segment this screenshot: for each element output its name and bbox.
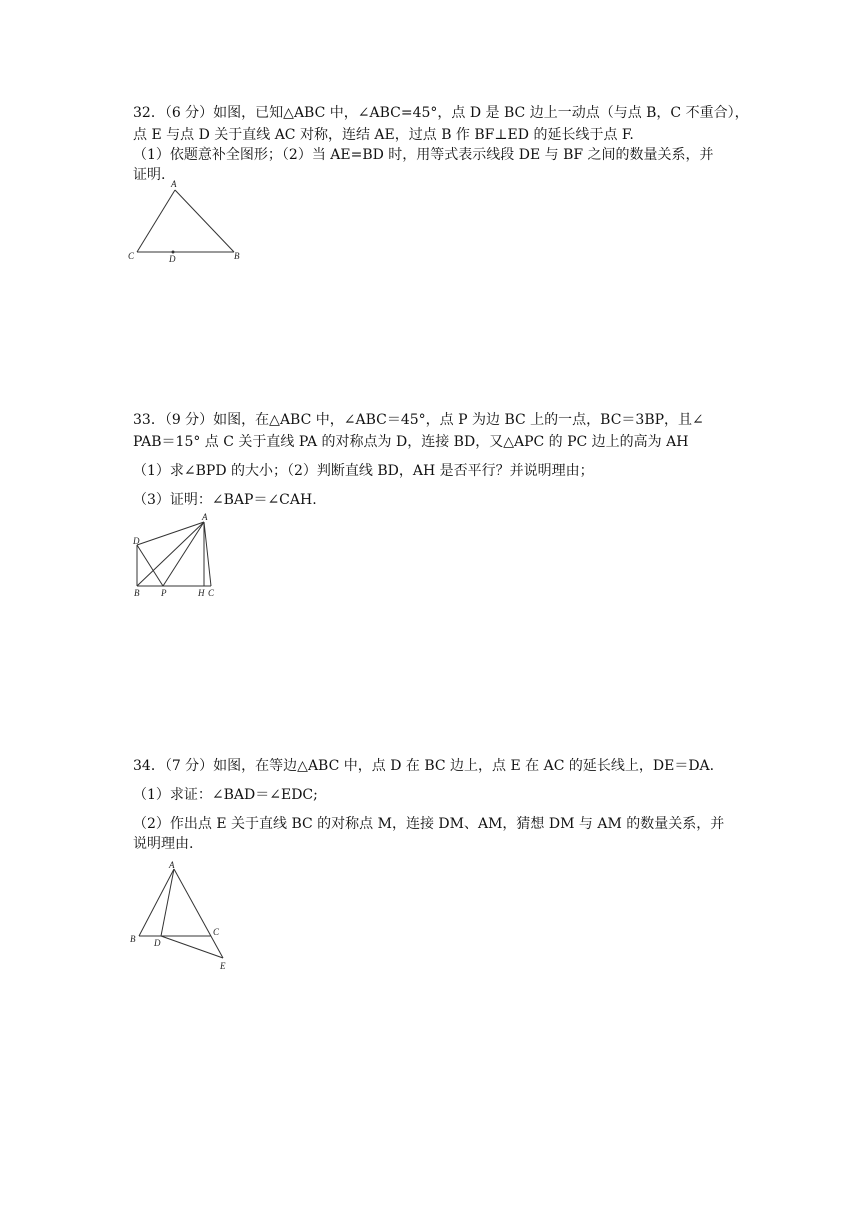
segment-AB	[139, 869, 174, 936]
label-D: D	[154, 938, 161, 948]
problem-32-line-3: （1）依题意补全图形；（2）当 AE=BD 时，用等式表示线段 DE 与 BF 之间的数量关系，并	[133, 147, 714, 163]
label-P: P	[161, 588, 167, 598]
label-D: D	[133, 536, 140, 546]
label-C: C	[208, 588, 215, 598]
segment-AB	[137, 522, 204, 586]
problem-34-line-3: （2）作出点 E 关于直线 BC 的对称点 M，连接 DM、AM，猜想 DM 与 AM 的数量关系，并	[133, 816, 725, 832]
label-C: C	[128, 251, 135, 261]
segment-AB	[175, 190, 234, 252]
problem-33-line-1: 33．（9 分）如图，在△ABC 中，∠ABC＝45°，点 P 为边 BC 上的一点，BC＝3BP，且∠	[133, 412, 704, 428]
problem-33-line-4: （3）证明：∠BAP＝∠CAH.	[133, 492, 317, 508]
segment-AP	[163, 522, 204, 586]
problem-32-line-2: 点 E 与点 D 关于直线 AC 对称，连结 AE，过点 B 作 BF⊥ED 的延长线于点 F.	[133, 127, 634, 143]
label-H: H	[198, 588, 205, 598]
problem-32-figure	[120, 175, 250, 270]
segment-AD	[161, 869, 174, 936]
label-C: C	[213, 927, 220, 937]
label-B: B	[130, 934, 136, 944]
label-A: A	[202, 512, 208, 522]
label-B: B	[234, 251, 240, 261]
problem-34-line-1: 34．（7 分）如图，在等边△ABC 中，点 D 在 BC 边上，点 E 在 AC 的延长线上，DE＝DA.	[133, 758, 715, 774]
problem-34-line-4: 说明理由.	[133, 836, 194, 852]
segment-AC	[204, 522, 211, 586]
label-A: A	[169, 860, 175, 870]
problem-34-line-2: （1）求证：∠BAD＝∠EDC;	[133, 787, 318, 803]
problem-33-line-2: PAB＝15° 点 C 关于直线 PA 的对称点为 D，连接 BD，又△APC 的 PC 边上的高为 AH	[133, 434, 689, 450]
segment-AD	[137, 522, 204, 545]
problem-33-line-3: （1）求∠BPD 的大小；（2）判断直线 BD，AH 是否平行？并说明理由；	[133, 463, 594, 479]
problem-34-figure	[122, 855, 237, 975]
problem-33-figure	[125, 510, 225, 600]
segment-AE	[174, 869, 223, 958]
label-D: D	[169, 254, 176, 264]
label-A: A	[171, 179, 177, 189]
segment-AC	[137, 190, 175, 252]
problem-32-line-1: 32．（6 分）如图，已知△ABC 中，∠ABC=45°，点 D 是 BC 边上一动点（与点 B，C 不重合），	[133, 105, 749, 121]
label-B: B	[134, 588, 140, 598]
problem-32-line-4: 证明.	[133, 167, 166, 183]
label-E: E	[220, 961, 226, 971]
segment-DE	[161, 936, 223, 958]
